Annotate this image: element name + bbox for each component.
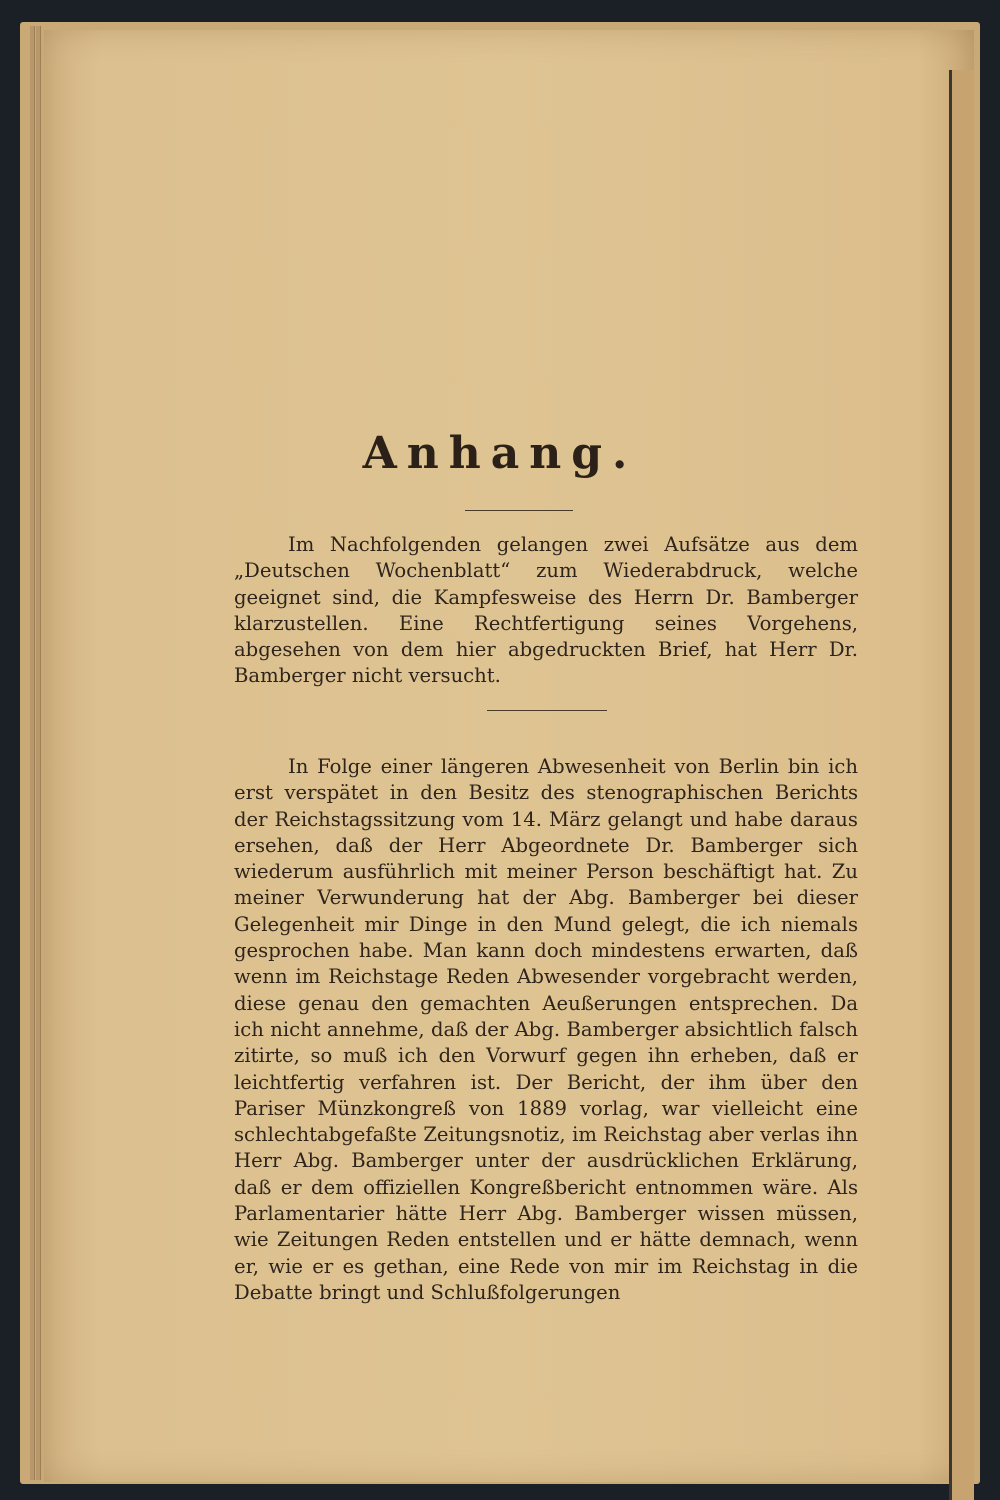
intro-paragraph: Im Nachfolgenden gelangen zwei Aufsätze aus dem „Deutschen Wochenblatt“ zum Wiederabdruck, welche geeignet sind, die Kampfesweise des Herrn Dr. Bamberger klarzustellen. Eine Rechtfertigung seines Vorgehens, abgesehen von dem hier abgedruckten Brief, hat Herr Dr. Bamberger nicht versucht. xyxy=(234,533,858,688)
page-edge xyxy=(30,26,35,1480)
divider-rule xyxy=(487,710,607,711)
body-paragraph: In Folge einer längeren Abwesenheit von Berlin bin ich erst verspätet in den Besitz des stenographischen Berichts der Reichstagssitzung vom 14. März gelangt und habe daraus ersehen, daß der Herr Abgeordnete Dr. Bamberger sich wiederum ausführlich mit meiner Person beschäftigt hat. Zu meiner Verwunderung hat der Abg. Bamberger bei dieser Gelegenheit mir Dinge in den Mund gelegt, die ich niemals gesprochen habe. Man kann doch mindestens erwarten, daß wenn im Reichstage Reden Abwesender vorgebracht werden, diese genau den gemachten Aeußerungen entsprechen. Da ich nicht annehme, daß der Abg. Bamberger absichtlich falsch zitirte, so muß ich den Vorwurf gegen ihn erheben, daß er leichtfertig verfahren ist. Der Bericht, der ihm über den Pariser Münzkongreß von 1889 vorlag, war vielleicht eine schlechtabgefaßte Zeitungsnotiz, im Reichstag aber verlas ihn Herr Abg. Bamberger unter der ausdrücklichen Erklärung, daß er dem offiziellen Kongreßbericht entnommen wäre. Als Parlamentarier hätte Herr Abg. Bamberger wissen müssen, wie Zeitungen Reden entstellen und er hätte demnach, wenn er, wie er es gethan, eine Rede von mir im Reichstag in die Debatte bringt und Schlußfolgerungen xyxy=(234,755,858,1304)
facing-page-edge xyxy=(949,70,974,1500)
divider-rule xyxy=(465,510,573,511)
page-edge xyxy=(36,26,41,1480)
page-heading: Anhang. xyxy=(362,428,638,479)
